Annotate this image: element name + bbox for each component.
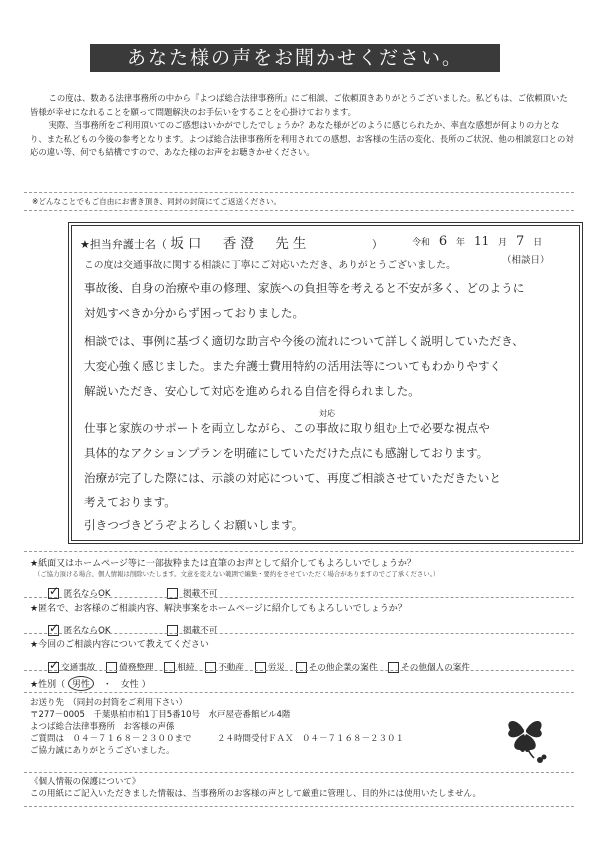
date-year: 6 xyxy=(438,234,448,249)
q1-option-not-allowed-label: 掲載不可 xyxy=(182,589,218,599)
privacy-text: この用紙にご記入いただきました情報は、当事務所のお客様の声として厳重に管理し、目的外には使用いたしません。 xyxy=(30,789,482,799)
q3-option-traffic-accident[interactable] xyxy=(48,663,98,673)
q1-option-anonymous-ok-label: 匿名ならOK xyxy=(63,589,111,599)
comment-line-8: 具体的なアクションプランを明確にしていただけた点にも感謝しております。 xyxy=(84,446,489,460)
q2-option-not-allowed[interactable] xyxy=(167,626,217,636)
q3-option-other-corporate[interactable] xyxy=(296,663,381,673)
comment-box xyxy=(68,222,583,544)
date-day: 7 xyxy=(515,234,525,249)
clover-logo xyxy=(500,708,550,768)
date-note: （相談日） xyxy=(502,255,550,266)
q3-checkbox-inheritance[interactable] xyxy=(164,662,175,673)
date-day-unit: 日 xyxy=(533,238,543,248)
comment-box-inner xyxy=(71,225,580,541)
comment-line-9: 治療が完了した際には、示談の対応について、再度ご相談させていただきたいと xyxy=(84,471,501,485)
lawyer-name: 坂口 香澄 先生 xyxy=(170,236,311,252)
comment-line-5: 大変心強く感じました。また弁護士費用特約の活用法等についてもわかりやすく xyxy=(84,359,502,373)
lawyer-label: ★担当弁護士名（ xyxy=(80,238,167,251)
privacy-title: 《個人情報の保護について》 xyxy=(30,777,141,787)
address-line-2: よつば総合法律事務所 お客様の声係 xyxy=(30,722,175,732)
comment-line-2: 事故後、自身の治療や車の修理、家族への負担等を考えると不安が多く、どのように xyxy=(84,281,525,295)
q3-option-label: その他企業の案件 xyxy=(308,663,378,673)
divider xyxy=(24,772,574,773)
q2-text: ★匿名で、お客様のご相談内容、解決事案をホームページに紹介してもよろしいでしょうか？ xyxy=(30,604,407,614)
address-title: お送り先 （同封の封筒をご利用下さい） xyxy=(30,698,188,708)
date-month: 11 xyxy=(473,234,490,248)
privacy-block xyxy=(30,776,481,800)
address-line-4: ご協力誠にありがとうございました。 xyxy=(30,746,175,756)
lawyer-row xyxy=(80,232,383,252)
q3-option-label: 交通事故 xyxy=(61,663,96,673)
q4-label: ★性別（ xyxy=(30,680,66,690)
q3-options xyxy=(48,655,470,674)
comment-line-7: 仕事と家族のサポートを両立しながら、この事故に取り組む上で必要な視点や xyxy=(84,421,490,435)
q4-close: ） xyxy=(141,680,151,690)
date-year-unit: 年 xyxy=(456,238,466,248)
q2-option-not-allowed-label: 掲載不可 xyxy=(182,626,218,636)
q1-subtext: （ご協力頂ける場合、個人情報は削除いたします。文意を変えない範囲で編集・要約をさせていただく場合がありますのでご了承ください。） xyxy=(34,570,440,578)
comment-line-10: 考えております。 xyxy=(84,495,176,509)
intro-paragraph-1: この度は、数ある法律事務所の中から『よつば総合法律事務所』にご相談、ご依頼頂きありがとうございました。私どもは、ご依頼頂いた皆様が幸せになれることを願って問題解決のお手伝いをすることを心掛けております。 xyxy=(30,93,568,117)
q3-checkbox-labor-accident[interactable] xyxy=(255,662,266,673)
q4-option-male[interactable]: 男性 xyxy=(68,676,94,691)
q2-options xyxy=(48,618,231,637)
intro-paragraph-2: 実際、当事務所をご利用頂いてのご感想はいかがでしたでしょうか？あなた様がどのように感じられたか、率直な感想が何よりの力となり、また私どもの今後の参考となります。よつば総合法律事務所を利用されての感想、お客様の生活の変化、長所のご状況、他の相談窓口との対応の違い等、何でも結構ですので、あなた様のお声をお聴きかせください。 xyxy=(30,120,574,158)
q3-checkbox-real-estate[interactable] xyxy=(205,662,216,673)
q3-option-label: 労災 xyxy=(267,663,285,673)
address-block xyxy=(30,697,404,757)
q4-separator: ・ xyxy=(102,680,112,690)
comment-line-11: 引きつづきどうぞよろしくお願いします。 xyxy=(84,518,304,532)
page-banner: あなた様の声をお聞かせください。 xyxy=(90,44,500,72)
divider xyxy=(24,633,574,634)
comment-line-3: 対処すべきか分からず困っておりました。 xyxy=(84,306,305,320)
q3-option-label: 相続 xyxy=(177,663,195,673)
comment-line-6: 解説いただき、安心して対応を進められる自信を得られました。 xyxy=(84,384,420,398)
date-month-unit: 月 xyxy=(498,238,508,248)
q3-option-label: 不動産 xyxy=(218,663,244,673)
divider xyxy=(24,806,574,807)
address-line-1: 〒277－0005 千葉県柏市柏1丁目5番10号 水戸屋壱番館ビル4階 xyxy=(30,710,291,720)
divider xyxy=(24,597,574,598)
q2-option-anonymous-ok[interactable] xyxy=(48,626,113,636)
divider xyxy=(24,670,574,671)
q4-option-female[interactable]: 女性 xyxy=(120,680,139,690)
q3-option-inheritance[interactable] xyxy=(164,663,197,673)
divider xyxy=(24,551,574,552)
q2-checkbox-anonymous-ok[interactable] xyxy=(48,625,59,636)
q2-checkbox-not-allowed[interactable] xyxy=(167,625,178,636)
address-line-3: ご質問は ０４－７１６８－２３００まで ２４時間受付ＦＡＸ ０４－７１６８－２３０１ xyxy=(30,734,405,744)
comment-line-1: この度は交通事故に関する相談に丁寧にご対応いただき、ありがとうございました。 xyxy=(84,260,456,271)
date-row xyxy=(412,234,542,249)
insert-note: 対応 xyxy=(319,409,335,418)
free-write-note: ※どんなことでもご自由にお書き頂き、同封の封筒にてご返送ください。 xyxy=(32,197,282,206)
q3-checkbox-traffic-accident[interactable] xyxy=(48,662,59,673)
q1-text: ★紙面又はホームページ等に一部抜粋または直筆のお声として紹介してもよろしいでしょうか？ xyxy=(30,559,416,569)
q3-checkbox-debt[interactable] xyxy=(106,662,117,673)
q3-option-real-estate[interactable] xyxy=(205,663,247,673)
divider xyxy=(24,192,574,193)
q3-option-other-individual[interactable] xyxy=(388,663,470,673)
q2-option-anonymous-ok-label: 匿名ならOK xyxy=(63,626,111,636)
q3-checkbox-other-corporate[interactable] xyxy=(296,662,307,673)
comment-line-4: 相談では、事例に基づく適切な助言や今後の流れについて詳しく説明していただき、 xyxy=(84,334,524,348)
divider xyxy=(24,692,574,693)
q3-option-label: その他個人の案件 xyxy=(401,663,470,673)
q3-option-debt[interactable] xyxy=(106,663,156,673)
q3-option-labor-accident[interactable] xyxy=(255,663,288,673)
q3-checkbox-other-individual[interactable] xyxy=(388,662,399,673)
q3-option-label: 債務整理 xyxy=(119,663,154,673)
q3-text: ★今回のご相談内容について教えてください xyxy=(30,640,209,650)
divider xyxy=(24,210,574,211)
lawyer-close: ） xyxy=(371,238,383,251)
q4-row xyxy=(30,676,151,691)
intro-text xyxy=(30,92,574,160)
date-era: 令和 xyxy=(412,238,431,248)
